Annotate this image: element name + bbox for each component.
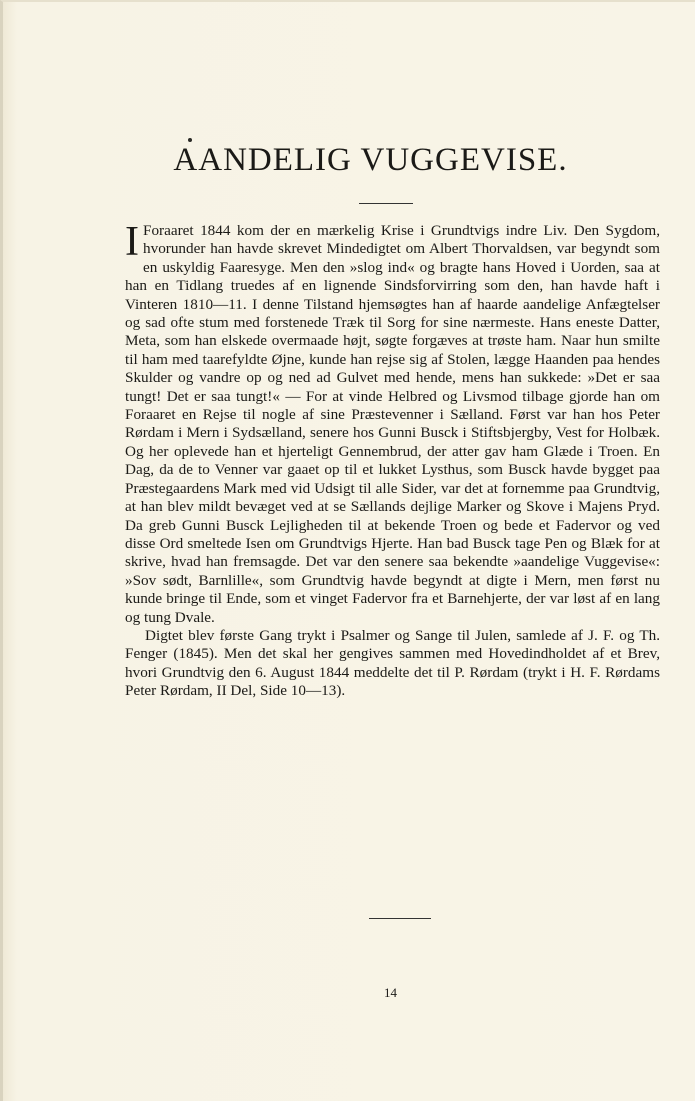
- page-title: AANDELIG VUGGEVISE.: [173, 142, 568, 178]
- title-divider: [359, 203, 413, 204]
- drop-cap: I: [125, 219, 139, 265]
- end-divider: [369, 918, 431, 919]
- paragraph-2: Digtet blev første Gang trykt i Psalmer og Sange til Julen, samlede af J. F. og Th. Fenger (1845). Men det skal her gengives sammen med Hovedindholdet af et Brev, hvori Grundtvig den 6. August 1844 meddelte det til P. Rørdam (trykt i H. F. Rørdams Peter Rørdam, II Del, Side 10—13).: [125, 626, 660, 700]
- page-number: 14: [384, 985, 397, 1000]
- paragraph-1-text: Foraaret 1844 kom der en mærkelig Krise i Grundtvigs indre Liv. Den Sygdom, hvorunder han havde skrevet Mindedigtet om Albert Thorvaldsen, var begyndt som en uskyldig Faaresyge. Men den »slog ind« og bragte hans Hoved i Uorden, saa at han en Tidlang truedes af en lignende Sindsforvirring som den, han havde haft i Vinteren 1810—11. I denne Tilstand hjemsøgtes han af haarde aandelige Anfægtelser og sad ofte stum med forstenede Træk til Sorg for sine nærmeste. Hans eneste Datter, Meta, som han elskede overmaade højt, søgte forgæves at trøste ham. Naar hun smilte til ham med taarefyldte Øjne, kunde han rejse sig af Stolen, lægge Haanden paa hendes Skulder og vandre op og ned ad Gulvet med hende, mens han sukkede: »Det er saa tungt! Det er saa tungt!« — For at vinde Helbred og Livsmod tilbage gjorde han om Foraaret en Rejse til nogle af sine Præstevenner i Sælland. Først var han hos Peter Rørdam i Mern i Sydsælland, senere hos Gunni Busck i Stiftsbjergby, Vest for Holbæk. Og her oplevede han et hjerteligt Gennembrud, der atter gav ham Glæde i Troen. En Dag, da de to Venner var gaaet op til et lukket Lysthus, som Busck havde bygget paa Præstegaardens Mark med vid Udsigt til alle Sider, var det at fornemme paa Grundtvig, at han blev mildt bevæget ved at se Sællands dejlige Marker og Skove i Majens Pryd. Da greb Gunni Busck Lejligheden til at bekende Troen og bede et Fadervor og ved disse Ord smeltede Isen om Grundtvigs Hjerte. Han bad Busck tage Pen og Blæk for at skrive, hvad han fremsagde. Det var den senere saa bekendte »aandelige Vuggevise«: »Sov sødt, Barnlille«, som Grundtvig havde begyndt at digte i Mern, men først nu kunde bringe til Ende, som et vinget Fadervor fra et Barnehjerte, der var løst af en lang og tung Dvale.: [125, 222, 660, 626]
- paragraph-1: [125, 219, 660, 627]
- body-text: [125, 219, 660, 701]
